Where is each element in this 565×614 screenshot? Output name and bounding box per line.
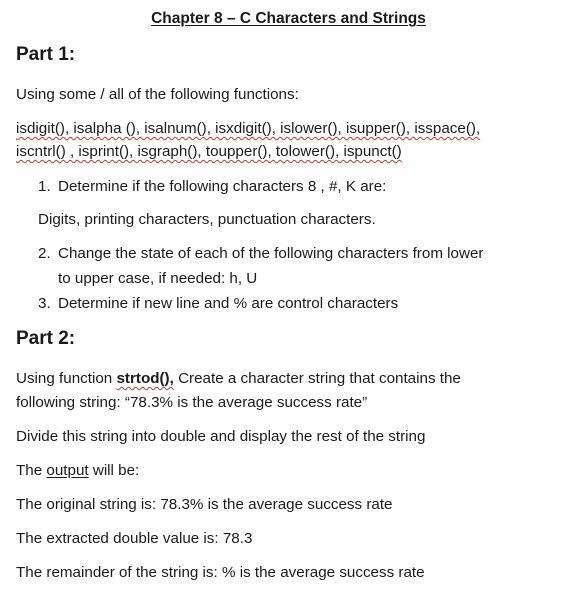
part2-intro [16,370,461,387]
functions-list-1: isdigit(), isalpha (), isalnum(), isxdigit(), islower(), isupper(), isspace(), [16,120,481,137]
chapter-title: Chapter 8 – C Characters and Strings [151,10,426,27]
list-item-3-number: 3. [38,295,51,312]
part2-intro-line2: following string: “78.3% is the average success rate” [16,394,368,411]
result-double: The extracted double value is: 78.3 [16,530,253,547]
functions-line-1 [16,120,480,137]
list-item-2 [38,245,483,262]
list-item-2-continuation: to upper case, if needed: h, U [58,270,258,287]
part2-heading: Part 2: [16,328,76,349]
functions-line-2 [16,143,402,160]
result-original: The original string is: 78.3% is the average success rate [16,496,393,513]
output-word: output [46,462,89,479]
output-prefix: The [16,462,47,479]
part2-intro-suffix: Create a character string that contains the [173,370,461,387]
list-item-1-subtext: Digits, printing characters, punctuation characters. [38,211,376,228]
strtod-function: strtod(), [116,370,174,387]
output-heading [16,462,139,479]
list-item-2-text: Change the state of each of the following characters from lower [58,245,484,262]
part1-intro: Using some / all of the following functions: [16,86,299,103]
output-suffix: will be: [88,462,140,479]
list-item-3 [38,295,398,312]
part2-intro-prefix: Using function [16,370,117,387]
part2-divide: Divide this string into double and display the rest of the string [16,428,426,445]
result-remainder: The remainder of the string is: % is the average success rate [16,564,425,581]
list-item-1 [38,178,386,195]
list-item-1-text: Determine if the following characters 8 , #, K are: [58,178,387,195]
list-item-3-text: Determine if new line and % are control characters [58,295,399,312]
part1-heading: Part 1: [16,44,76,65]
list-item-2-number: 2. [38,245,51,262]
functions-list-2: iscntrl() , isprint(), isgraph(), toupper(), tolower(), ispunct() [16,143,402,160]
list-item-1-number: 1. [38,178,51,195]
